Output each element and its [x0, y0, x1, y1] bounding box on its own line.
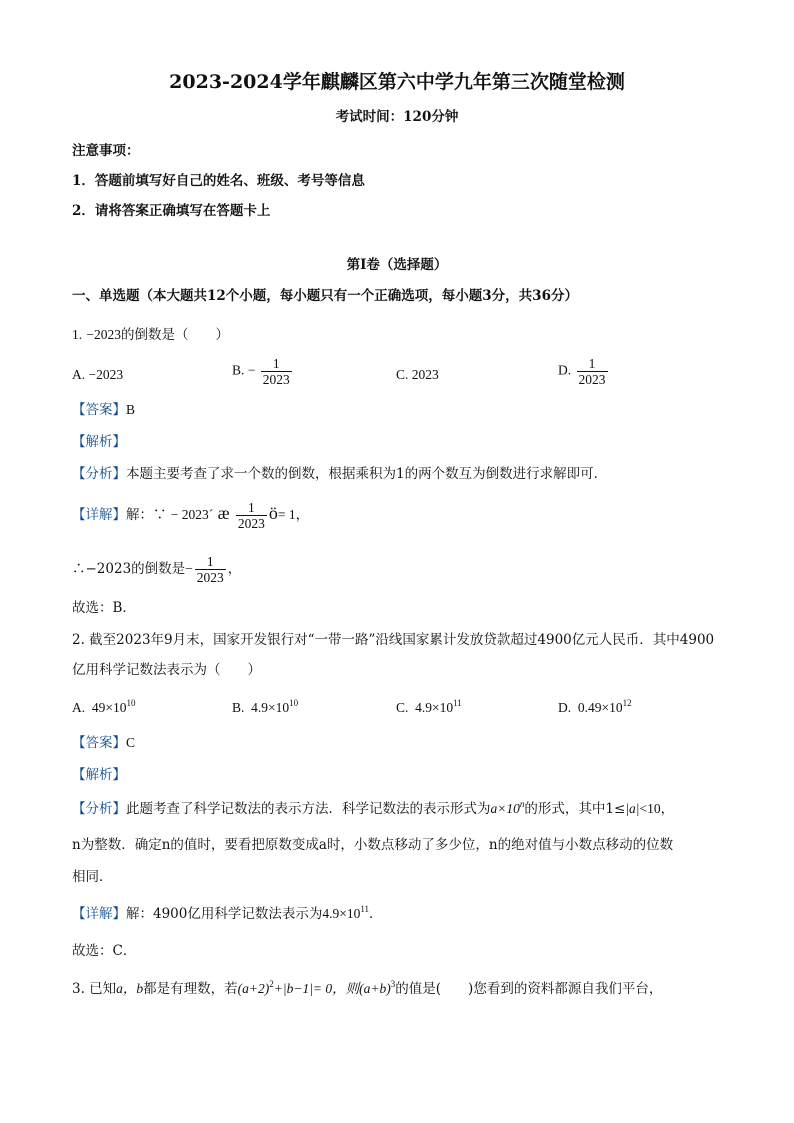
q2-analysis-tag: 【解析】	[72, 767, 126, 783]
option-base: 0.49×10	[577, 700, 623, 715]
notes-item-1: 1．答题前填写好自己的姓名、班级、考号等信息	[72, 173, 365, 189]
denominator: 2023	[578, 372, 606, 387]
answer-tag: 【答案】	[72, 735, 126, 751]
q2-fenxi-line-2: n为整数．确定n的值时，要看把原数变成a时，小数点移动了多少位，n的绝对值与小数点移动的位数	[72, 837, 674, 853]
conclusion-suffix: ，	[227, 561, 242, 577]
fraction	[261, 356, 292, 387]
sci-exponent: n	[519, 799, 525, 809]
fenxi-text: 此题考查了科学记数法的表示方法．科学记数法的表示形式为	[126, 801, 491, 817]
stem-exponent: 3	[390, 979, 396, 989]
fenxi-tag: 【分析】	[72, 466, 126, 482]
sentence-end: ．	[369, 906, 383, 922]
option-label: D.	[558, 362, 572, 378]
q1-option-b	[232, 356, 294, 387]
option-exponent: 10	[126, 698, 136, 708]
answer-value: B	[126, 402, 136, 417]
question-1-stem	[72, 326, 229, 344]
minus-sign: −	[185, 561, 193, 576]
q1-conclusion	[72, 554, 241, 585]
denominator: 2023	[196, 570, 224, 585]
q2-fenxi-line-3: 相同．	[72, 869, 113, 885]
xiangjie-text: 解：4900亿用科学记数法表示为	[126, 906, 323, 922]
numerator: 1	[577, 356, 608, 372]
fenxi-text: <10，	[639, 801, 675, 816]
option-base: 4.9×10	[415, 700, 454, 715]
q1-answer	[72, 401, 135, 419]
q2-option-a	[72, 699, 136, 717]
garbled-glyph: ´	[208, 507, 214, 522]
sci-value: 4.9×10	[322, 906, 361, 921]
stem-equation: +|b−1|= 0，则	[273, 981, 360, 996]
option-label: C.	[396, 700, 409, 715]
conclusion-text: ∴−2023的倒数是	[72, 561, 186, 577]
denominator: 2023	[262, 372, 290, 387]
stem-expression: (a+b)	[359, 981, 391, 996]
question-2-line-2: 亿用科学记数法表示为（ ）	[72, 662, 261, 678]
numerator: 1	[195, 554, 226, 570]
abs-value: |a|	[625, 801, 640, 816]
q1-option-d	[558, 356, 610, 387]
stem-text: 的值是( )您看到的资料都源自我们平台，	[395, 981, 663, 997]
xiangjie-lhs: − 2023	[170, 507, 209, 522]
q2-fenxi-line-1	[72, 800, 674, 818]
fraction	[236, 500, 267, 531]
notes-heading: 注意事项：	[72, 143, 140, 159]
minus-sign: −	[247, 362, 256, 378]
q2-option-d	[558, 699, 632, 717]
q1-xiangjie	[72, 500, 309, 531]
option-label: A.	[72, 367, 86, 382]
stem-math: −2023	[86, 327, 122, 342]
fraction	[577, 356, 608, 387]
stem-variables: a，b	[116, 981, 144, 996]
q2-xiangjie	[72, 905, 383, 923]
option-label: B.	[232, 700, 245, 715]
option-exponent: 10	[289, 698, 299, 708]
option-label: C.	[396, 367, 409, 382]
question-3-stem	[72, 980, 662, 998]
xiangjie-tag: 【详解】	[72, 906, 126, 922]
option-base: 49×10	[91, 700, 127, 715]
volume-heading: 第I卷（选择题）	[346, 257, 448, 273]
option-exponent: 11	[453, 698, 462, 708]
fenxi-tag: 【分析】	[72, 801, 126, 817]
stem-exponent: 2	[269, 979, 274, 989]
numerator: 1	[261, 356, 292, 372]
notes-item-2: 2．请将答案正确填写在答题卡上	[72, 203, 271, 219]
q1-analysis-tag: 【解析】	[72, 434, 126, 450]
garbled-left-paren: æ	[217, 503, 230, 523]
stem-text: 的倒数是（ ）	[121, 327, 230, 343]
q2-answer	[72, 734, 135, 752]
question-2-line-1: 2. 截至2023年9月末，国家开发银行对“一带一路”沿线国家累计发放贷款超过4900亿元人民币．其中4900	[72, 632, 715, 648]
option-exponent: 12	[622, 698, 632, 708]
option-value: −2023	[88, 367, 124, 382]
answer-tag: 【答案】	[72, 402, 126, 418]
exam-time: 考试时间：120分钟	[335, 109, 459, 125]
option-value: 2023	[411, 367, 439, 382]
option-label: D.	[558, 700, 572, 715]
fraction	[195, 554, 226, 585]
q1-fenxi	[72, 465, 607, 483]
q1-choose: 故选：B．	[72, 600, 136, 616]
equals-one: = 1，	[277, 507, 310, 522]
q2-option-c	[396, 699, 462, 717]
option-label: B.	[232, 362, 245, 378]
question-number: 1.	[72, 327, 83, 342]
q2-option-b	[232, 699, 298, 717]
xiangjie-prefix: 解：∵	[126, 507, 167, 523]
option-base: 4.9×10	[251, 700, 290, 715]
stem-text: 3. 已知	[72, 981, 117, 997]
sci-exponent: 11	[360, 904, 370, 914]
denominator: 2023	[237, 516, 265, 531]
part-title: 一、单选题（本大题共12个小题，每小题只有一个正确选项，每小题3分，共36分）	[72, 288, 578, 304]
q1-option-c	[396, 366, 439, 384]
q2-choose: 故选：C．	[72, 943, 137, 959]
numerator: 1	[236, 500, 267, 516]
sci-form: a×10	[490, 801, 520, 816]
exam-title: 2023-2024学年麒麟区第六中学九年第三次随堂检测	[169, 71, 625, 93]
q1-option-a	[72, 366, 123, 384]
fenxi-text: 本题主要考查了求一个数的倒数，根据乘积为1的两个数互为倒数进行求解即可．	[126, 466, 608, 482]
stem-equation: (a+2)	[237, 981, 270, 996]
answer-value: C	[126, 735, 136, 750]
option-label: A.	[72, 700, 86, 715]
garbled-right-paren: ö	[268, 503, 278, 523]
xiangjie-tag: 【详解】	[72, 507, 126, 523]
stem-text: 都是有理数，若	[143, 981, 238, 997]
fenxi-text: 的形式，其中1≤	[524, 801, 626, 817]
